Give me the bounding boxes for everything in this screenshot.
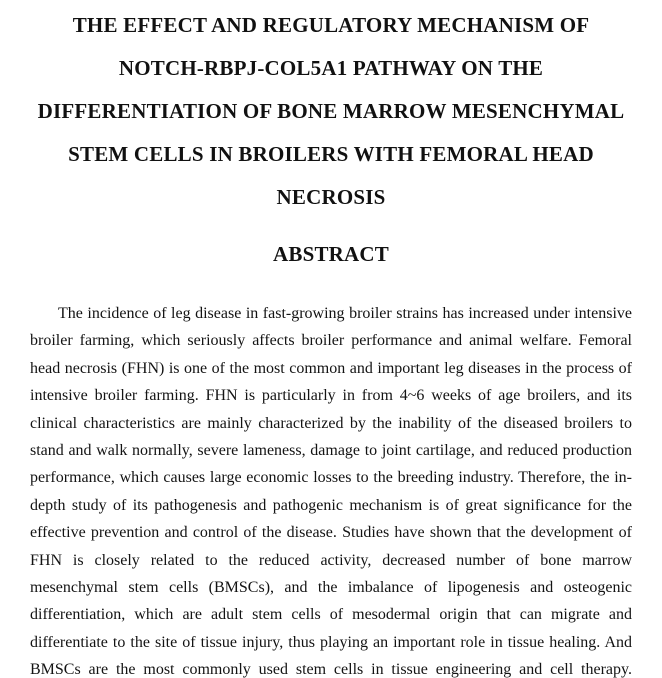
abstract-text-line: broiler farming, which seriously affects broiler performance and animal welfare. Femoral (30, 332, 632, 350)
abstract-text-line: differentiate to the site of tissue injury, thus playing an important role in tissue healing. And (30, 633, 632, 651)
abstract-text-line: FHN is closely related to the reduced activity, decreased number of bone marrow (30, 551, 632, 569)
paper-title-line-4: STEM CELLS IN BROILERS WITH FEMORAL HEAD (68, 142, 594, 166)
abstract-text-line: BMSCs are the most commonly used stem cells in tissue engineering and cell therapy. (30, 661, 632, 678)
abstract-text-line: intensive broiler farming. FHN is particularly in from 4~6 weeks of age broilers, and its (30, 387, 632, 405)
abstract-text-line: depth study of its pathogenesis and pathogenic mechanism is of great significance for the (30, 496, 632, 514)
paper-title-line-3: DIFFERENTIATION OF BONE MARROW MESENCHYMAL (37, 99, 625, 123)
abstract-text-line: clinical characteristics are mainly characterized by the inability of the diseased broilers to (30, 414, 632, 432)
paper-title-line-5: NECROSIS (276, 185, 386, 209)
abstract-text-line: The incidence of leg disease in fast-growing broiler strains has increased under intensive (58, 305, 632, 322)
abstract-text-line: differentiation, which are adult stem cells of mesodermal origin that can migrate and (30, 606, 632, 624)
abstract-text-line: stand and walk normally, severe lameness, damage to joint cartilage, and reduced production (30, 442, 632, 460)
abstract-text-line: effective prevention and control of the disease. Studies have shown that the development of (30, 524, 632, 542)
abstract-heading: ABSTRACT (273, 242, 389, 266)
abstract-paragraph (30, 300, 632, 678)
abstract-text-line: performance, which causes large economic losses to the breeding industry. Therefore, the in- (30, 469, 632, 487)
paper-title (0, 4, 662, 219)
paper-title-line-2: NOTCH-RBPJ-COL5A1 PATHWAY ON THE (118, 56, 544, 80)
abstract-text-line: mesenchymal stem cells (BMSCs), and the imbalance of lipogenesis and osteogenic (30, 579, 632, 597)
paper-title-line-1: THE EFFECT AND REGULATORY MECHANISM OF (72, 13, 590, 37)
abstract-text-line: head necrosis (FHN) is one of the most common and important leg diseases in the process of (30, 359, 632, 377)
